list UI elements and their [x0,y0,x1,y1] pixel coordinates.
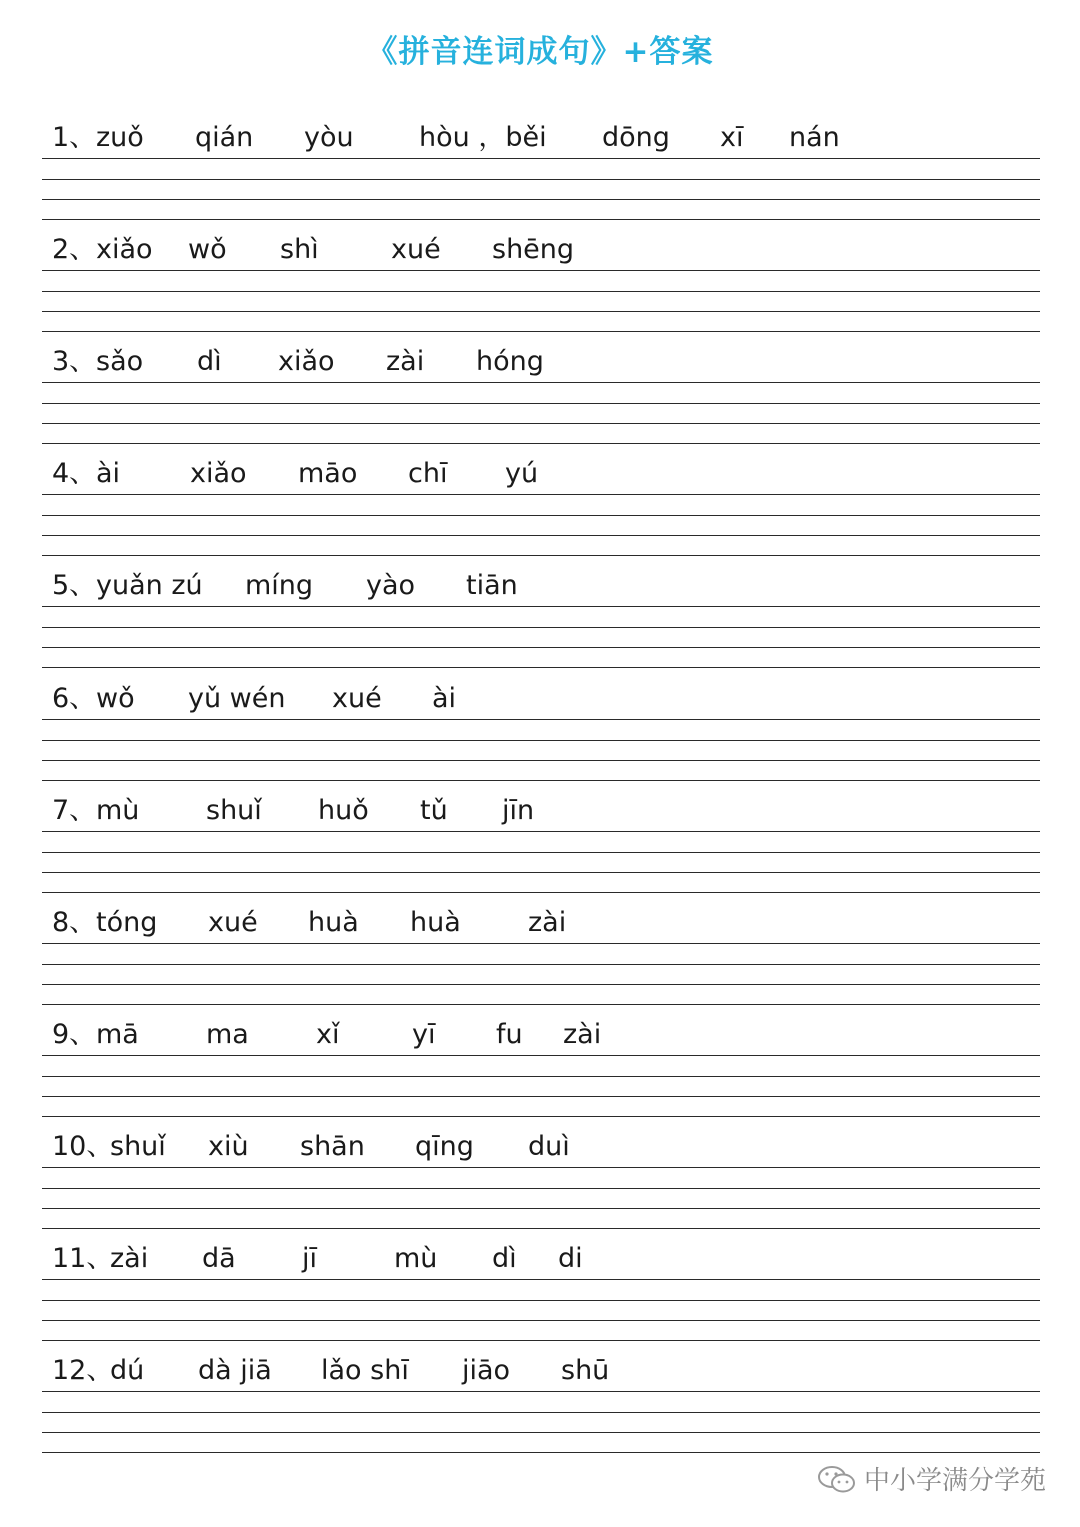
pinyin-syllable: dì [492,1243,517,1274]
writing-line [42,331,1040,332]
pinyin-syllable: māo [298,458,358,490]
pinyin-syllable: qián [195,122,254,153]
pinyin-syllable: wǒ [188,234,227,266]
pinyin-syllable: yòu [304,122,354,153]
pinyin-syllable: yī [412,1018,436,1050]
writing-line [42,719,1040,720]
pinyin-syllable: ma [206,1018,249,1050]
writing-line [42,831,1040,832]
pinyin-syllable: duì [528,1130,570,1162]
exercise-number: 1、 [52,122,97,153]
pinyin-syllable: xiù [208,1130,249,1162]
writing-line [42,852,1040,853]
writing-line [42,1279,1040,1280]
pinyin-syllable: yào [366,570,416,602]
writing-line [42,627,1040,628]
pinyin-syllable: xué [208,906,258,938]
pinyin-syllable: nán [789,122,840,153]
pinyin-syllable: huǒ [318,794,369,826]
pinyin-prompt [52,230,575,270]
pinyin-prompt [52,679,457,719]
pinyin-syllable: huà [410,906,461,938]
pinyin-syllable: ài [96,458,121,490]
writing-line [42,515,1040,516]
pinyin-syllable: dì [197,346,222,378]
exercise-12 [42,1351,1040,1462]
pinyin-syllable: dōng [602,122,670,153]
writing-line [42,291,1040,292]
exercise-number: 5、 [52,570,97,602]
exercise-11 [42,1239,1040,1350]
pinyin-syllable: xī [720,122,744,153]
pinyin-syllable: zài [563,1018,602,1050]
pinyin-syllable: jī [302,1243,318,1274]
exercise-7 [42,791,1040,902]
wechat-icon [816,1464,858,1494]
exercise-number: 4、 [52,458,97,490]
pinyin-syllable: mù [394,1243,438,1274]
exercise-6 [42,679,1040,790]
pinyin-syllable: shuǐ [110,1130,166,1162]
pinyin-prompt [52,566,518,606]
writing-line [42,311,1040,312]
exercise-10 [42,1127,1040,1238]
pinyin-syllable: tiān [466,570,518,602]
writing-line [42,667,1040,668]
pinyin-prompt [52,1015,602,1055]
writing-line [42,382,1040,383]
exercise-number: 6、 [52,682,97,714]
writing-line [42,1004,1040,1005]
pinyin-syllable: hòu ，běi [419,122,547,153]
exercise-number: 11、 [52,1243,114,1274]
pinyin-syllable: lǎo shī [321,1355,409,1387]
exercise-number: 2、 [52,234,97,266]
writing-line [42,199,1040,200]
exercise-number: 9、 [52,1018,97,1050]
pinyin-syllable: zài [386,346,425,378]
writing-line [42,872,1040,873]
pinyin-prompt [52,1239,583,1279]
writing-line [42,555,1040,556]
pinyin-syllable: huà [308,906,359,938]
pinyin-syllable: zài [528,906,567,938]
writing-line [42,1432,1040,1433]
exercise-number: 8、 [52,906,97,938]
writing-line [42,647,1040,648]
watermark-text: 中小学满分学苑 [863,1466,1046,1496]
exercise-8 [42,903,1040,1014]
pinyin-prompt [52,118,840,158]
writing-line [42,1208,1040,1209]
exercise-1 [42,118,1040,229]
exercise-5 [42,566,1040,677]
exercise-number: 3、 [52,346,97,378]
watermark [816,1460,1046,1497]
page-title: 《拼音连词成句》+答案 [366,34,714,70]
pinyin-syllable: shān [300,1130,365,1162]
pinyin-syllable: zài [110,1243,149,1274]
exercise-number: 12、 [52,1355,114,1387]
pinyin-syllable: chī [408,458,448,490]
exercise-3 [42,342,1040,453]
writing-line [42,964,1040,965]
pinyin-syllable: dà jiā [198,1355,272,1387]
writing-line [42,1452,1040,1453]
writing-line [42,1116,1040,1117]
pinyin-syllable: di [558,1243,583,1274]
pinyin-syllable: dú [110,1355,145,1387]
pinyin-syllable: yǔ wén [188,682,286,714]
pinyin-syllable: zuǒ [96,122,144,153]
pinyin-syllable: xué [332,682,382,714]
pinyin-prompt [52,1127,570,1167]
pinyin-syllable: xué [391,234,441,266]
pinyin-syllable: shēng [492,234,575,266]
pinyin-syllable: míng [245,570,314,602]
pinyin-syllable: tóng [96,906,158,938]
pinyin-prompt [52,342,544,382]
writing-line [42,1391,1040,1392]
pinyin-prompt [52,1351,610,1391]
pinyin-syllable: yuǎn zú [96,570,203,602]
writing-line [42,219,1040,220]
pinyin-syllable: dā [202,1243,236,1274]
writing-line [42,1096,1040,1097]
writing-line [42,760,1040,761]
writing-line [42,535,1040,536]
writing-line [42,780,1040,781]
exercise-number: 10、 [52,1130,114,1162]
pinyin-syllable: hóng [476,346,544,378]
writing-line [42,740,1040,741]
writing-line [42,1188,1040,1189]
writing-line [42,1412,1040,1413]
writing-line [42,423,1040,424]
pinyin-syllable: yú [505,458,539,490]
writing-line [42,270,1040,271]
writing-line [42,1167,1040,1168]
pinyin-syllable: xiǎo [190,458,247,490]
writing-line [42,892,1040,893]
exercise-2 [42,230,1040,341]
writing-line [42,1228,1040,1229]
writing-line [42,1076,1040,1077]
pinyin-prompt [52,791,535,831]
pinyin-syllable: xiǎo [96,234,153,266]
writing-line [42,403,1040,404]
pinyin-syllable: mā [96,1018,139,1050]
exercise-9 [42,1015,1040,1126]
pinyin-syllable: shuǐ [206,794,262,826]
writing-line [42,1320,1040,1321]
pinyin-syllable: ài [432,682,457,714]
pinyin-prompt [52,903,567,943]
pinyin-syllable: xǐ [316,1018,340,1050]
writing-line [42,606,1040,607]
exercise-4 [42,454,1040,565]
writing-line [42,1300,1040,1301]
pinyin-syllable: xiǎo [278,346,335,378]
pinyin-syllable: mù [96,794,140,826]
pinyin-prompt [52,454,539,494]
writing-line [42,494,1040,495]
writing-line [42,179,1040,180]
pinyin-syllable: shì [280,234,319,266]
writing-line [42,158,1040,159]
pinyin-syllable: sǎo [96,346,144,378]
pinyin-syllable: jiāo [462,1355,511,1387]
pinyin-syllable: wǒ [96,682,135,714]
writing-line [42,1055,1040,1056]
pinyin-syllable: fu [496,1018,523,1050]
pinyin-syllable: qīng [415,1130,474,1162]
pinyin-syllable: shū [561,1355,610,1387]
writing-line [42,984,1040,985]
writing-line [42,443,1040,444]
pinyin-syllable: tǔ [420,794,448,826]
writing-line [42,943,1040,944]
exercise-number: 7、 [52,794,97,826]
pinyin-syllable: jīn [502,794,535,826]
writing-line [42,1340,1040,1341]
